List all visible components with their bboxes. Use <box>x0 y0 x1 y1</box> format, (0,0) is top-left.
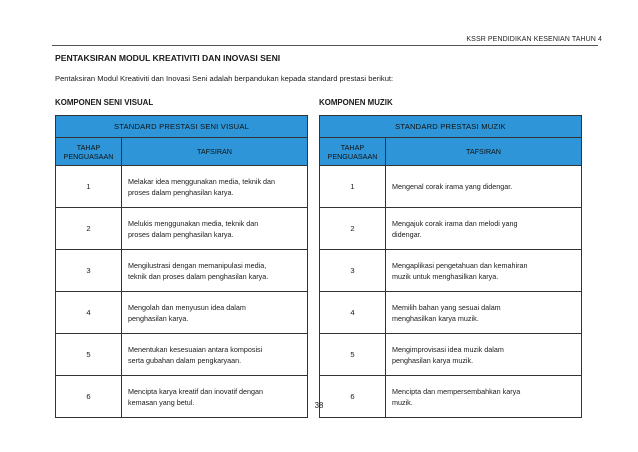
desc-cell <box>122 334 308 376</box>
visual-desc-header: TAFSIRAN <box>122 138 308 166</box>
table-row <box>56 334 308 376</box>
desc-line: muzik untuk menghasilkan karya. <box>392 271 499 281</box>
intro-paragraph: Pentaksiran Modul Kreativiti dan Inovasi Seni adalah berpandukan kepada standard prestasi berikut: <box>55 74 394 83</box>
desc-line: serta gubahan dalam pengkaryaan. <box>128 355 242 365</box>
level-cell: 5 <box>320 334 386 376</box>
desc-line: proses dalam penghasilan karya. <box>128 229 234 239</box>
desc-line: Menentukan kesesuaian antara komposisi <box>128 344 263 354</box>
music-table-caption: STANDARD PRESTASI MUZIK <box>320 116 582 138</box>
desc-cell <box>386 292 582 334</box>
desc-cell <box>122 250 308 292</box>
desc-cell <box>122 208 308 250</box>
desc-cell <box>386 208 582 250</box>
desc-line: menghasilkan karya muzik. <box>392 313 479 323</box>
desc-line: penghasilan karya. <box>128 313 189 323</box>
desc-line: Mengilustrasi dengan memanipulasi media, <box>128 260 267 270</box>
music-level-header-line1: TAHAP <box>340 142 365 152</box>
music-section-label: KOMPONEN MUZIK <box>319 98 393 107</box>
table-row <box>320 376 582 418</box>
level-cell: 1 <box>56 166 122 208</box>
desc-line: Melakar idea menggunakan media, teknik dan <box>128 176 276 186</box>
desc-line: Mengenal corak irama yang didengar. <box>392 182 513 191</box>
table-row <box>320 208 582 250</box>
visual-section-label: KOMPONEN SENI VISUAL <box>55 98 154 107</box>
desc-line: muzik. <box>392 397 413 407</box>
level-cell: 5 <box>56 334 122 376</box>
level-cell: 3 <box>56 250 122 292</box>
desc-cell <box>122 292 308 334</box>
music-standard-table <box>319 115 582 418</box>
visual-level-header-line1: TAHAP <box>76 142 101 152</box>
document-series-header: KSSR PENDIDIKAN KESENIAN TAHUN 4 <box>466 36 602 43</box>
visual-level-header-line2: PENGUASAAN <box>63 151 114 161</box>
desc-line: penghasilan karya muzik. <box>392 355 474 365</box>
desc-cell <box>386 166 582 208</box>
desc-line: proses dalam penghasilan karya. <box>128 187 234 197</box>
visual-standard-table <box>55 115 308 418</box>
table-row <box>56 376 308 418</box>
visual-table-caption: STANDARD PRESTASI SENI VISUAL <box>56 116 308 138</box>
desc-line: Mencipta dan mempersembahkan karya <box>392 386 521 396</box>
level-cell: 1 <box>320 166 386 208</box>
level-cell: 6 <box>56 376 122 418</box>
table-row <box>320 250 582 292</box>
level-cell: 6 <box>320 376 386 418</box>
visual-level-header <box>56 138 122 166</box>
page-title: PENTAKSIRAN MODUL KREATIVITI DAN INOVASI SENI <box>55 53 281 63</box>
desc-line: Melukis menggunakan media, teknik dan <box>128 218 259 228</box>
level-cell: 3 <box>320 250 386 292</box>
table-row <box>320 334 582 376</box>
desc-cell <box>122 376 308 418</box>
music-level-header-line2: PENGUASAAN <box>327 151 378 161</box>
table-row <box>320 166 582 208</box>
music-desc-header: TAFSIRAN <box>386 138 582 166</box>
desc-line: teknik dan proses dalam penghasilan karya. <box>128 271 269 281</box>
page-number: 38 <box>314 401 324 410</box>
desc-line: Mengajuk corak irama dan melodi yang <box>392 218 518 228</box>
table-row <box>56 208 308 250</box>
desc-cell <box>386 376 582 418</box>
header-divider <box>52 45 598 46</box>
table-row <box>56 250 308 292</box>
desc-line: Mengimprovisasi idea muzik dalam <box>392 344 504 354</box>
desc-line: kemasan yang betul. <box>128 397 195 407</box>
table-row <box>320 292 582 334</box>
desc-line: didengar. <box>392 229 422 239</box>
desc-line: Mengaplikasi pengetahuan dan kemahiran <box>392 260 528 270</box>
desc-line: Mengolah dan menyusun idea dalam <box>128 302 246 312</box>
level-cell: 4 <box>320 292 386 334</box>
table-row <box>56 166 308 208</box>
desc-cell <box>386 334 582 376</box>
table-row <box>56 292 308 334</box>
level-cell: 4 <box>56 292 122 334</box>
desc-cell <box>386 250 582 292</box>
desc-line: Mencipta karya kreatif dan inovatif dengan <box>128 386 264 396</box>
desc-cell <box>122 166 308 208</box>
level-cell: 2 <box>56 208 122 250</box>
level-cell: 2 <box>320 208 386 250</box>
music-level-header <box>320 138 386 166</box>
desc-line: Memilih bahan yang sesuai dalam <box>392 302 501 312</box>
